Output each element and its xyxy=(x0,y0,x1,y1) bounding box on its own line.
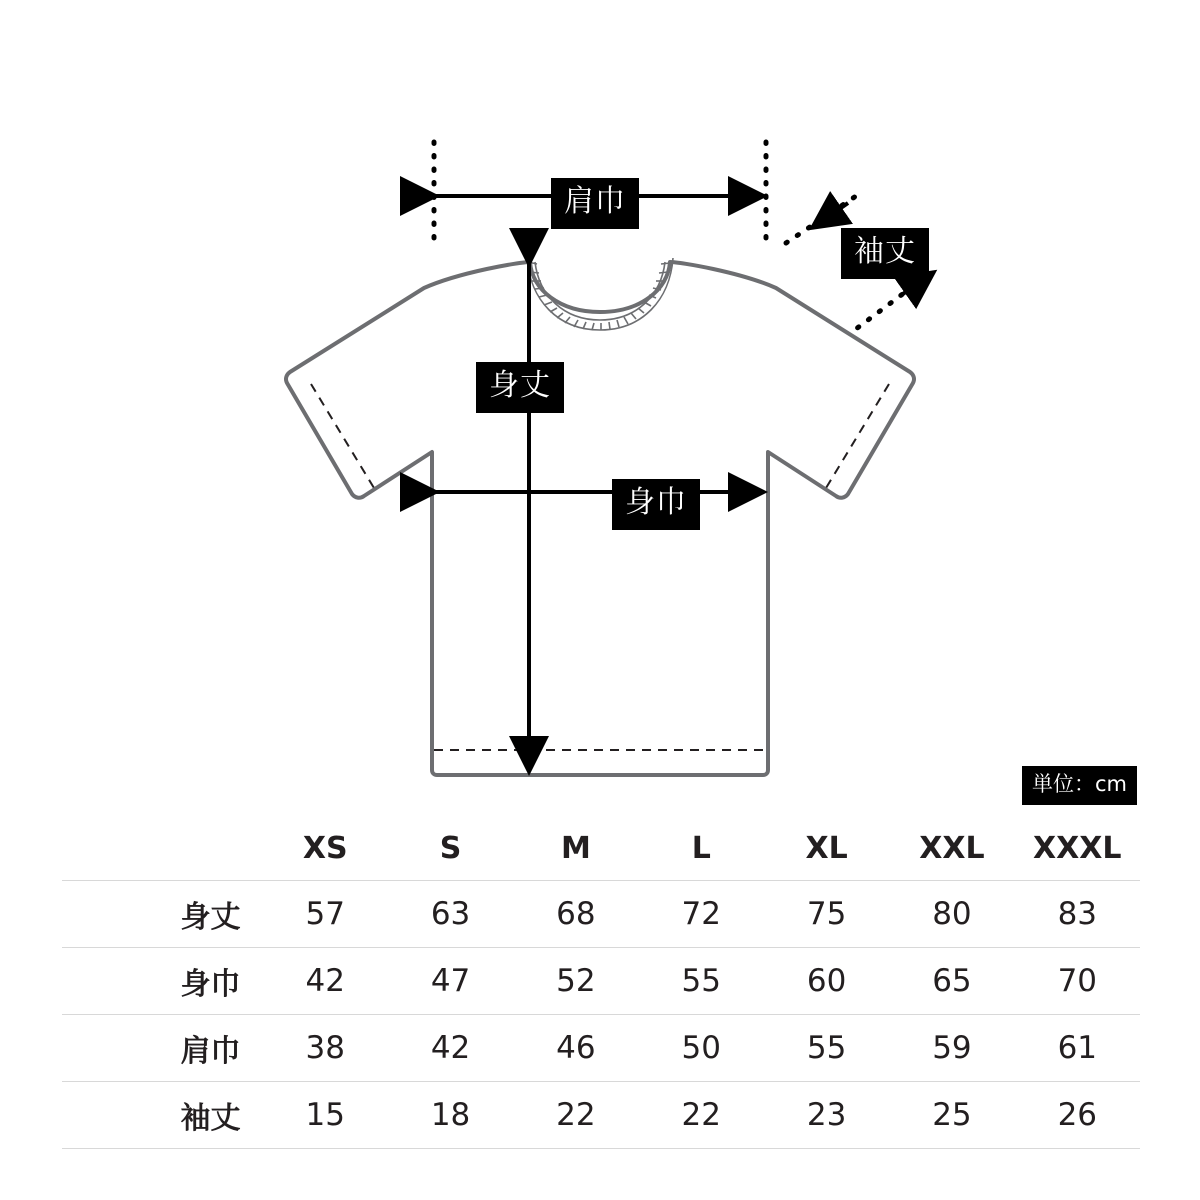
size-table xyxy=(62,818,1140,1149)
cell: 75 xyxy=(806,895,847,932)
cell: 59 xyxy=(932,1029,972,1066)
cell: 22 xyxy=(556,1096,596,1133)
label-shoulder-width: 肩巾 xyxy=(551,178,639,229)
column-header-m: M xyxy=(513,818,638,880)
cell: 72 xyxy=(681,895,721,932)
cell: 18 xyxy=(430,1096,471,1133)
table-row xyxy=(62,1014,1140,1081)
column-header-xs: XS xyxy=(263,818,388,880)
cell: 25 xyxy=(932,1096,972,1133)
cell: 15 xyxy=(305,1096,345,1133)
cell: 57 xyxy=(305,895,345,932)
cell: 70 xyxy=(1057,962,1098,999)
cell: 60 xyxy=(806,962,847,999)
tshirt-outline xyxy=(286,262,914,775)
row-label-shoulder-width: 肩巾 xyxy=(180,1033,241,1069)
table-header-row xyxy=(62,818,1140,880)
cell: 63 xyxy=(430,895,471,932)
row-label-sleeve-length: 袖丈 xyxy=(180,1100,241,1136)
cell: 55 xyxy=(806,1029,847,1066)
column-header-xl: XL xyxy=(764,818,889,880)
table-row xyxy=(62,1081,1140,1148)
label-body-length: 身丈 xyxy=(476,362,564,413)
cell: 65 xyxy=(932,962,972,999)
cell: 47 xyxy=(430,962,471,999)
table-row xyxy=(62,880,1140,947)
label-body-width: 身巾 xyxy=(612,479,700,530)
row-label-body-length: 身丈 xyxy=(180,899,241,935)
row-label-body-width: 身巾 xyxy=(180,966,241,1002)
cell: 42 xyxy=(305,962,345,999)
unit-note: 単位：cm xyxy=(1022,766,1137,805)
column-header-l: L xyxy=(639,818,764,880)
cell: 38 xyxy=(305,1029,345,1066)
cell: 50 xyxy=(681,1029,721,1066)
cell: 68 xyxy=(556,895,596,932)
table-corner-cell xyxy=(62,818,263,880)
label-sleeve-length: 袖丈 xyxy=(841,228,929,279)
cell: 55 xyxy=(681,962,721,999)
cell: 80 xyxy=(932,895,972,932)
cell: 22 xyxy=(681,1096,721,1133)
column-header-xxxl: XXXL xyxy=(1015,818,1140,880)
table-row xyxy=(62,947,1140,1014)
cell: 61 xyxy=(1057,1029,1098,1066)
column-header-xxl: XXL xyxy=(889,818,1014,880)
cell: 42 xyxy=(430,1029,471,1066)
cell: 83 xyxy=(1057,895,1098,932)
cell: 46 xyxy=(556,1029,596,1066)
cell: 52 xyxy=(556,962,596,999)
cell: 23 xyxy=(806,1096,847,1133)
column-header-s: S xyxy=(388,818,513,880)
cell: 26 xyxy=(1057,1096,1098,1133)
